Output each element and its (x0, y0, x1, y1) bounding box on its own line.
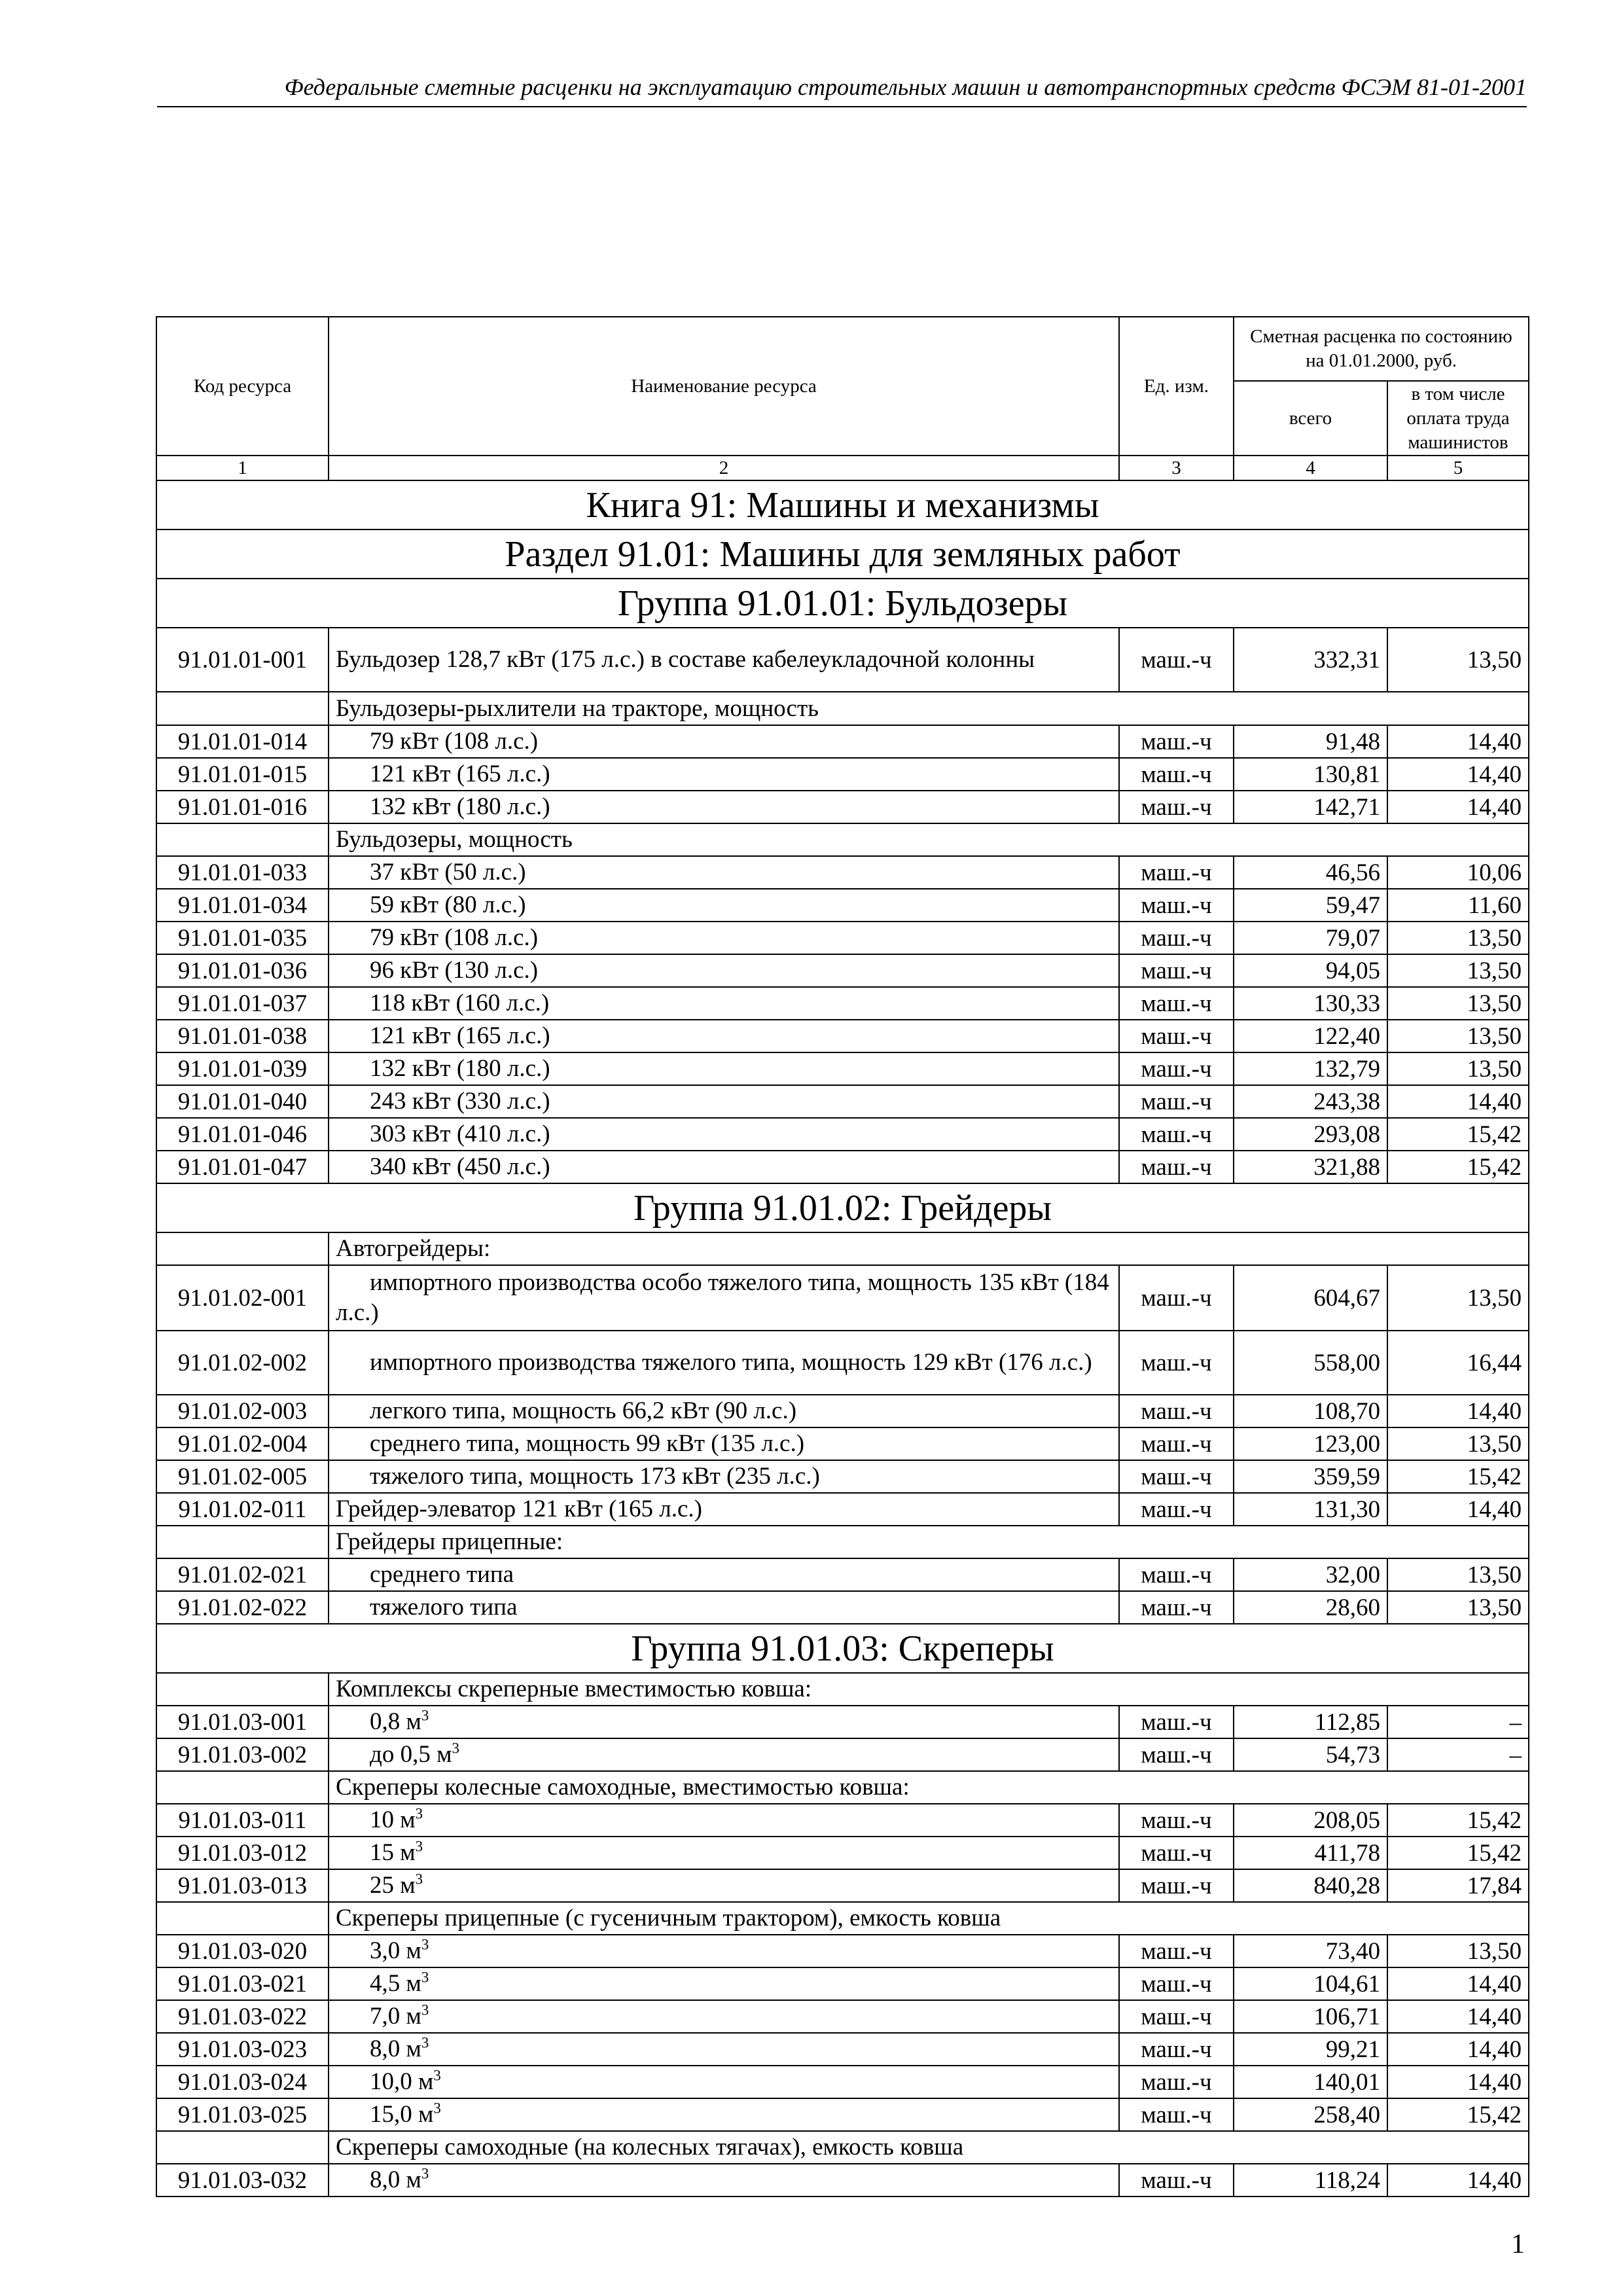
table-row (156, 1967, 1529, 2000)
rate-total: 131,30 (1234, 1493, 1387, 1526)
superscript: 3 (415, 1838, 423, 1855)
rate-labor: 13,50 (1387, 628, 1529, 692)
resource-name: 25 м (370, 1872, 416, 1899)
resource-code: 91.01.02-011 (156, 1493, 329, 1526)
resource-code: 91.01.01-038 (156, 1020, 329, 1052)
resource-name: 121 кВт (165 л.с.) (329, 1020, 1119, 1052)
rate-total: 106,71 (1234, 2000, 1387, 2033)
rate-labor: 14,40 (1387, 725, 1529, 758)
resource-code: 91.01.03-023 (156, 2033, 329, 2066)
rate-total: 293,08 (1234, 1118, 1387, 1151)
resource-unit: маш.-ч (1119, 2033, 1234, 2066)
resource-code: 91.01.03-021 (156, 1967, 329, 2000)
resource-unit: маш.-ч (1119, 1967, 1234, 2000)
resource-code: 91.01.01-015 (156, 758, 329, 791)
group-title: Группа 91.01.03: Скреперы (156, 1624, 1529, 1673)
rate-labor: 14,40 (1387, 2066, 1529, 2098)
resource-code: 91.01.03-013 (156, 1869, 329, 1902)
resource-name: 15 м (370, 1839, 416, 1866)
resource-name-cell (329, 1804, 1119, 1837)
rate-total: 73,40 (1234, 1935, 1387, 1967)
table-row (156, 954, 1529, 987)
table-row (156, 791, 1529, 823)
col-number: 2 (329, 456, 1119, 480)
rate-total: 94,05 (1234, 954, 1387, 987)
table-row (156, 1804, 1529, 1837)
table-row (156, 1265, 1529, 1331)
rate-total: 208,05 (1234, 1804, 1387, 1837)
resource-name: 96 кВт (130 л.с.) (329, 954, 1119, 987)
col-number: 5 (1387, 456, 1529, 480)
running-header: Федеральные сметные расценки на эксплуатацию строительных машин и автотранспортных средств ФСЭМ 81-01-2001 (157, 71, 1527, 107)
rate-labor: – (1387, 1738, 1529, 1771)
rate-total: 332,31 (1234, 628, 1387, 692)
col-header-labor: в том числе оплата труда машинистов (1387, 381, 1529, 456)
resource-name-cell (329, 2098, 1119, 2131)
rate-total: 258,40 (1234, 2098, 1387, 2131)
resource-name: 10 м (370, 1806, 416, 1833)
resource-code: 91.01.03-024 (156, 2066, 329, 2098)
resource-unit: маш.-ч (1119, 1804, 1234, 1837)
rate-labor: 13,50 (1387, 1052, 1529, 1085)
rate-total: 840,28 (1234, 1869, 1387, 1902)
rate-labor: 15,42 (1387, 1151, 1529, 1183)
resource-code: 91.01.03-020 (156, 1935, 329, 1967)
rate-total: 122,40 (1234, 1020, 1387, 1052)
rate-total: 321,88 (1234, 1151, 1387, 1183)
resource-name: импортного производства тяжелого типа, мощность 129 кВт (176 л.с.) (329, 1331, 1119, 1395)
rate-total: 59,47 (1234, 889, 1387, 922)
resource-unit: маш.-ч (1119, 1706, 1234, 1738)
resource-unit: маш.-ч (1119, 791, 1234, 823)
resource-name: 10,0 м (370, 2068, 434, 2095)
table-row (156, 628, 1529, 692)
table-row (156, 1052, 1529, 1085)
resource-name: 340 кВт (450 л.с.) (329, 1151, 1119, 1183)
resource-code: 91.01.02-021 (156, 1558, 329, 1591)
superscript: 3 (421, 2034, 429, 2051)
table-row (156, 2033, 1529, 2066)
resource-unit: маш.-ч (1119, 1331, 1234, 1395)
table-row (156, 1118, 1529, 1151)
resource-code: 91.01.01-014 (156, 725, 329, 758)
table-row (156, 1837, 1529, 1869)
resource-unit: маш.-ч (1119, 2066, 1234, 2098)
rates-table (156, 316, 1529, 2197)
rate-labor: 17,84 (1387, 1869, 1529, 1902)
resource-code: 91.01.02-002 (156, 1331, 329, 1395)
resource-code: 91.01.03-011 (156, 1804, 329, 1837)
resource-name: среднего типа, мощность 99 кВт (135 л.с.) (329, 1427, 1119, 1460)
resource-unit: маш.-ч (1119, 954, 1234, 987)
resource-unit: маш.-ч (1119, 1395, 1234, 1427)
rate-total: 104,61 (1234, 1967, 1387, 2000)
superscript: 3 (421, 1936, 429, 1953)
rate-labor: 14,40 (1387, 791, 1529, 823)
rate-labor: 13,50 (1387, 954, 1529, 987)
subgroup-heading: Грейдеры прицепные: (329, 1526, 1529, 1558)
resource-unit: маш.-ч (1119, 1558, 1234, 1591)
section-title: Раздел 91.01: Машины для земляных работ (156, 529, 1529, 579)
rate-total: 46,56 (1234, 856, 1387, 889)
resource-name: 121 кВт (165 л.с.) (329, 758, 1119, 791)
resource-name: 303 кВт (410 л.с.) (329, 1118, 1119, 1151)
resource-code: 91.01.02-022 (156, 1591, 329, 1624)
rate-total: 243,38 (1234, 1085, 1387, 1118)
superscript: 3 (421, 2165, 429, 2182)
table-row (156, 1558, 1529, 1591)
subgroup-heading: Комплексы скреперные вместимостью ковша: (329, 1673, 1529, 1706)
col-header-total: всего (1234, 381, 1387, 456)
resource-code: 91.01.03-032 (156, 2164, 329, 2197)
superscript: 3 (421, 1969, 429, 1986)
resource-code: 91.01.03-001 (156, 1706, 329, 1738)
rate-labor: 14,40 (1387, 2164, 1529, 2197)
resource-code: 91.01.01-001 (156, 628, 329, 692)
resource-code: 91.01.02-004 (156, 1427, 329, 1460)
resource-unit: маш.-ч (1119, 2164, 1234, 2197)
resource-unit: маш.-ч (1119, 1151, 1234, 1183)
resource-unit: маш.-ч (1119, 725, 1234, 758)
table-row (156, 889, 1529, 922)
resource-unit: маш.-ч (1119, 1265, 1234, 1331)
rate-total: 28,60 (1234, 1591, 1387, 1624)
page-number: 1 (1511, 2229, 1525, 2259)
group-title: Группа 91.01.01: Бульдозеры (156, 579, 1529, 628)
resource-name-cell (329, 1837, 1119, 1869)
superscript: 3 (452, 1740, 459, 1757)
resource-name: 37 кВт (50 л.с.) (329, 856, 1119, 889)
resource-name-cell (329, 2066, 1119, 2098)
resource-unit: маш.-ч (1119, 1427, 1234, 1460)
resource-unit: маш.-ч (1119, 1935, 1234, 1967)
rate-labor: 11,60 (1387, 889, 1529, 922)
resource-unit: маш.-ч (1119, 889, 1234, 922)
rate-labor: 13,50 (1387, 1591, 1529, 1624)
table-row (156, 1395, 1529, 1427)
subgroup-heading: Бульдозеры-рыхлители на тракторе, мощность (329, 692, 1529, 725)
rate-total: 118,24 (1234, 2164, 1387, 2197)
resource-code: 91.01.02-003 (156, 1395, 329, 1427)
resource-code: 91.01.01-036 (156, 954, 329, 987)
resource-name: 132 кВт (180 л.с.) (329, 1052, 1119, 1085)
resource-name: до 0,5 м (370, 1741, 452, 1768)
rate-labor: 16,44 (1387, 1331, 1529, 1395)
rate-total: 91,48 (1234, 725, 1387, 758)
col-number: 1 (156, 456, 329, 480)
subgroup-heading: Скреперы колесные самоходные, вместимостью ковша: (329, 1771, 1529, 1804)
resource-unit: маш.-ч (1119, 628, 1234, 692)
superscript: 3 (415, 1871, 423, 1888)
resource-unit: маш.-ч (1119, 1493, 1234, 1526)
resource-unit: маш.-ч (1119, 1591, 1234, 1624)
table-row (156, 1427, 1529, 1460)
table-row (156, 2098, 1529, 2131)
table-row (156, 1935, 1529, 1967)
resource-unit: маш.-ч (1119, 856, 1234, 889)
resource-unit: маш.-ч (1119, 987, 1234, 1020)
resource-unit: маш.-ч (1119, 1085, 1234, 1118)
rate-total: 140,01 (1234, 2066, 1387, 2098)
rate-labor: 13,50 (1387, 1558, 1529, 1591)
resource-code: 91.01.03-025 (156, 2098, 329, 2131)
rate-labor: 14,40 (1387, 1967, 1529, 2000)
resource-name-cell (329, 1738, 1119, 1771)
resource-unit: маш.-ч (1119, 1020, 1234, 1052)
resource-name: 8,0 м (370, 2166, 421, 2193)
resource-unit: маш.-ч (1119, 1052, 1234, 1085)
resource-code: 91.01.01-039 (156, 1052, 329, 1085)
resource-name: 79 кВт (108 л.с.) (329, 725, 1119, 758)
col-number: 4 (1234, 456, 1387, 480)
rate-total: 108,70 (1234, 1395, 1387, 1427)
resource-unit: маш.-ч (1119, 1738, 1234, 1771)
resource-name: 8,0 м (370, 2036, 421, 2062)
resource-code: 91.01.01-046 (156, 1118, 329, 1151)
rate-total: 142,71 (1234, 791, 1387, 823)
rate-labor: 10,06 (1387, 856, 1529, 889)
rate-total: 112,85 (1234, 1706, 1387, 1738)
rate-labor: 15,42 (1387, 1460, 1529, 1493)
resource-unit: маш.-ч (1119, 1837, 1234, 1869)
table-row (156, 758, 1529, 791)
resource-code: 91.01.01-016 (156, 791, 329, 823)
resource-name-cell (329, 1869, 1119, 1902)
resource-name: 3,0 м (370, 1937, 421, 1964)
rate-labor: 14,40 (1387, 1085, 1529, 1118)
resource-name-cell (329, 1706, 1119, 1738)
col-header-unit: Ед. изм. (1119, 317, 1234, 456)
table-row (156, 856, 1529, 889)
resource-name: 132 кВт (180 л.с.) (329, 791, 1119, 823)
resource-name: Бульдозер 128,7 кВт (175 л.с.) в составе кабелеукладочной колонны (329, 628, 1119, 692)
table-row (156, 1706, 1529, 1738)
table-row (156, 2000, 1529, 2033)
resource-code: 91.01.01-040 (156, 1085, 329, 1118)
table-row (156, 1151, 1529, 1183)
resource-code: 91.01.01-037 (156, 987, 329, 1020)
superscript: 3 (433, 2067, 441, 2084)
rate-total: 123,00 (1234, 1427, 1387, 1460)
resource-unit: маш.-ч (1119, 2098, 1234, 2131)
rate-total: 558,00 (1234, 1331, 1387, 1395)
resource-name: 4,5 м (370, 1970, 421, 1997)
rate-labor: 14,40 (1387, 1395, 1529, 1427)
rate-total: 132,79 (1234, 1052, 1387, 1085)
col-number: 3 (1119, 456, 1234, 480)
table-row (156, 1085, 1529, 1118)
table-row (156, 2164, 1529, 2197)
table-row (156, 1020, 1529, 1052)
resource-name-cell (329, 2164, 1119, 2197)
resource-code: 91.01.01-033 (156, 856, 329, 889)
resource-name: тяжелого типа, мощность 173 кВт (235 л.с.) (329, 1460, 1119, 1493)
rate-total: 130,81 (1234, 758, 1387, 791)
table-row (156, 2066, 1529, 2098)
rate-labor: 14,40 (1387, 2000, 1529, 2033)
rate-total: 411,78 (1234, 1837, 1387, 1869)
col-header-code: Код ресурса (156, 317, 329, 456)
table-row (156, 1869, 1529, 1902)
table-row (156, 987, 1529, 1020)
superscript: 3 (415, 1805, 423, 1822)
resource-code: 91.01.01-047 (156, 1151, 329, 1183)
superscript: 3 (433, 2100, 441, 2117)
table-row (156, 1493, 1529, 1526)
subgroup-heading: Автогрейдеры: (329, 1232, 1529, 1265)
resource-name: 243 кВт (330 л.с.) (329, 1085, 1119, 1118)
rate-labor: 13,50 (1387, 1427, 1529, 1460)
rate-labor: 13,50 (1387, 1020, 1529, 1052)
resource-name: 59 кВт (80 л.с.) (329, 889, 1119, 922)
rate-labor: 15,42 (1387, 1118, 1529, 1151)
resource-name: среднего типа (329, 1558, 1119, 1591)
superscript: 3 (421, 1707, 429, 1724)
resource-code: 91.01.03-022 (156, 2000, 329, 2033)
resource-name: 15,0 м (370, 2101, 434, 2128)
resource-unit: маш.-ч (1119, 1460, 1234, 1493)
rate-total: 54,73 (1234, 1738, 1387, 1771)
resource-name: импортного производства особо тяжелого типа, мощность 135 кВт (184 л.с.) (329, 1265, 1119, 1331)
resource-unit: маш.-ч (1119, 758, 1234, 791)
rate-labor: 14,40 (1387, 758, 1529, 791)
rate-labor: 14,40 (1387, 2033, 1529, 2066)
resource-name-cell (329, 2000, 1119, 2033)
resource-code: 91.01.01-034 (156, 889, 329, 922)
resource-name: 0,8 м (370, 1708, 421, 1735)
table-row (156, 1591, 1529, 1624)
subgroup-heading: Скреперы самоходные (на колесных тягачах), емкость ковша (329, 2131, 1529, 2164)
resource-name: Грейдер-элеватор 121 кВт (165 л.с.) (329, 1493, 1119, 1526)
rate-labor: 15,42 (1387, 1804, 1529, 1837)
rate-total: 359,59 (1234, 1460, 1387, 1493)
resource-name: легкого типа, мощность 66,2 кВт (90 л.с.) (329, 1395, 1119, 1427)
rate-labor: 14,40 (1387, 1493, 1529, 1526)
table-row (156, 1460, 1529, 1493)
resource-code: 91.01.03-012 (156, 1837, 329, 1869)
superscript: 3 (421, 2001, 429, 2018)
group-title: Группа 91.01.02: Грейдеры (156, 1183, 1529, 1232)
rate-labor: 13,50 (1387, 987, 1529, 1020)
rate-labor: – (1387, 1706, 1529, 1738)
book-title: Книга 91: Машины и механизмы (156, 480, 1529, 529)
resource-name-cell (329, 1967, 1119, 2000)
resource-code: 91.01.03-002 (156, 1738, 329, 1771)
resource-name: тяжелого типа (329, 1591, 1119, 1624)
resource-name: 7,0 м (370, 2003, 421, 2030)
resource-unit: маш.-ч (1119, 1118, 1234, 1151)
resource-code: 91.01.02-001 (156, 1265, 329, 1331)
resource-code: 91.01.02-005 (156, 1460, 329, 1493)
resource-unit: маш.-ч (1119, 922, 1234, 954)
rate-total: 130,33 (1234, 987, 1387, 1020)
table-row (156, 1331, 1529, 1395)
rate-total: 32,00 (1234, 1558, 1387, 1591)
rate-total: 604,67 (1234, 1265, 1387, 1331)
resource-name-cell (329, 2033, 1119, 2066)
table-row (156, 922, 1529, 954)
table-row (156, 725, 1529, 758)
col-header-rate: Сметная расценка по состоянию на 01.01.2000, руб. (1234, 317, 1529, 381)
table-row (156, 1738, 1529, 1771)
rate-labor: 13,50 (1387, 1265, 1529, 1331)
resource-name-cell (329, 1935, 1119, 1967)
rate-labor: 15,42 (1387, 1837, 1529, 1869)
resource-unit: маш.-ч (1119, 1869, 1234, 1902)
resource-code: 91.01.01-035 (156, 922, 329, 954)
rate-total: 99,21 (1234, 2033, 1387, 2066)
resource-name: 118 кВт (160 л.с.) (329, 987, 1119, 1020)
resource-name: 79 кВт (108 л.с.) (329, 922, 1119, 954)
rate-labor: 15,42 (1387, 2098, 1529, 2131)
rate-total: 79,07 (1234, 922, 1387, 954)
rate-labor: 13,50 (1387, 922, 1529, 954)
subgroup-heading: Бульдозеры, мощность (329, 823, 1529, 856)
col-header-name: Наименование ресурса (329, 317, 1119, 456)
rate-labor: 13,50 (1387, 1935, 1529, 1967)
subgroup-heading: Скреперы прицепные (с гусеничным трактором), емкость ковша (329, 1902, 1529, 1935)
resource-unit: маш.-ч (1119, 2000, 1234, 2033)
